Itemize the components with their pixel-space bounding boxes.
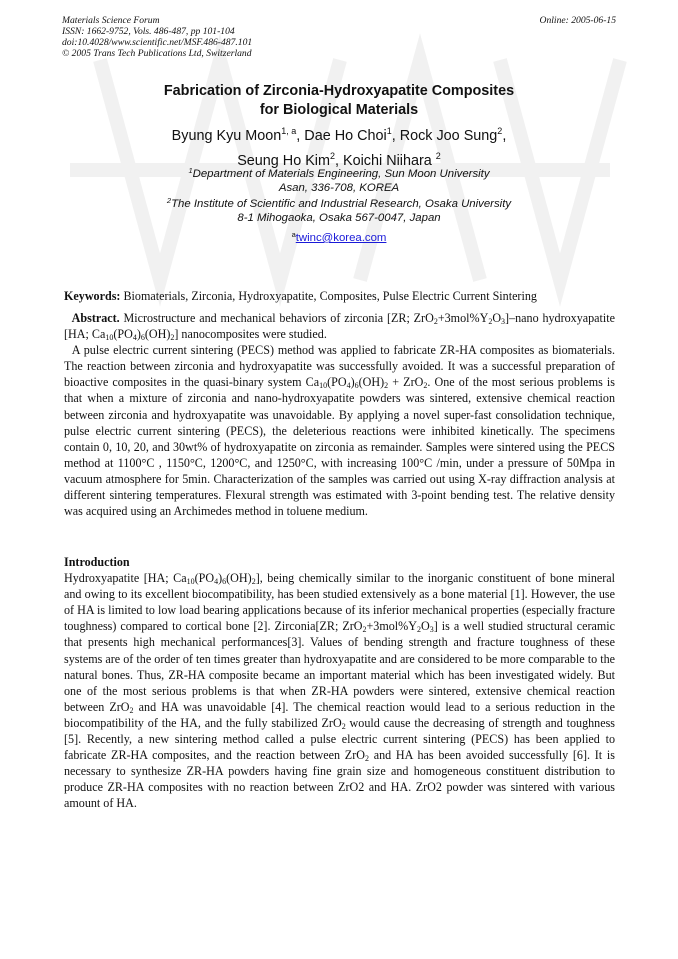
authors-line-1: Byung Kyu Moon$^{1, a}$, Dae Ho Choi$^1$, Rock Joo Sung$^2$, bbox=[171, 126, 507, 144]
subscript: 6 bbox=[140, 333, 145, 343]
affiliation-line: 8-1 Mihogaoka, Osaka 567-0047, Japan bbox=[237, 212, 441, 224]
keywords-label: Keywords: bbox=[64, 289, 121, 303]
author-sup: 1 bbox=[386, 126, 392, 136]
subscript: 10 bbox=[105, 333, 114, 343]
text-run: and HA was unavoidable [4]. The chemical reaction would lead to a serious reduction in the biocompatibility of the HA, and the fully stabilized ZrO bbox=[64, 699, 615, 730]
author-sup: 2 bbox=[435, 151, 441, 161]
subscript: 2 bbox=[251, 577, 256, 587]
subscript: 2 bbox=[129, 705, 134, 715]
affiliation-1 bbox=[0, 167, 678, 195]
subscript: 2 bbox=[364, 754, 369, 764]
introduction-section bbox=[64, 554, 615, 812]
text-run: ) bbox=[350, 375, 355, 390]
subscript: 2 bbox=[362, 625, 367, 635]
subscript: 6 bbox=[222, 577, 227, 587]
author-name: Seung Ho Kim bbox=[237, 153, 330, 169]
text-run: (PO bbox=[113, 327, 133, 342]
text-run: and HA has been avoided successfully [6]. It is necessary to synthesize ZR-HA powders having fine grain size and homogeneous constituent distribution to produce ZR-HA composites with no reaction between ZrO2 and HA. ZrO2 powder was sintered with various amount of HA. bbox=[64, 748, 615, 811]
subscript: 10 bbox=[186, 577, 195, 587]
text-run: ] nanocomposites were studied. bbox=[174, 327, 327, 342]
text-run: would cause the decreasing of strength and toughness [5]. Recently, a new sintering method called a pulse electric current sintering (PECS) has been applied to fabricate ZR-HA composites, and the reaction between ZrO bbox=[64, 715, 615, 763]
subscript: 2 bbox=[433, 317, 438, 326]
subscript: 6 bbox=[354, 381, 359, 391]
title-line-2: for Biological Materials bbox=[259, 102, 419, 118]
doi-line: doi:10.4028/www.scientific.net/MSF.486-487.101 bbox=[62, 37, 253, 48]
introduction-paragraph bbox=[64, 570, 615, 811]
text-run: (PO bbox=[327, 375, 347, 390]
author-name: Koichi Niihara bbox=[343, 153, 432, 169]
section-heading: Introduction bbox=[64, 555, 130, 569]
contact-email bbox=[0, 232, 678, 244]
copyright-line: © 2005 Trans Tech Publications Ltd, Switzerland bbox=[62, 48, 252, 59]
abstract-label: Abstract. bbox=[71, 311, 120, 325]
authors-line-2: Seung Ho Kim$^2$, Koichi Niihara $^2$ bbox=[237, 151, 441, 169]
text-run: +3mol%Y bbox=[366, 619, 417, 634]
affiliation-number: 2 bbox=[166, 196, 172, 205]
text-run: ], being chemically similar to the inorganic constituent of bone mineral and owing to its excellent biocompatibility, has been studied extensively as a bone material [1]. However, the use of HA is limited to low load bearing applications because of its inferior mechanical properties (especially fracture toughness) compared to cortical bone [2]. Zirconia[ZR; ZrO bbox=[64, 571, 615, 634]
subscript: 10 bbox=[319, 381, 328, 391]
text-run: Hydroxyapatite [HA; Ca bbox=[64, 571, 187, 586]
abstract-paragraph-2 bbox=[64, 342, 615, 519]
subscript: 4 bbox=[346, 381, 351, 391]
text-run: Microstructure and mechanical behaviors of zirconia [ZR; ZrO bbox=[123, 311, 434, 325]
email-link[interactable]: twinc@korea.com bbox=[295, 232, 387, 244]
text-run: ]–nano hydroxyapatite [HA; Ca bbox=[64, 311, 616, 342]
text-run: O bbox=[420, 619, 430, 634]
subscript: 2 bbox=[416, 625, 421, 635]
text-run: ) bbox=[136, 327, 141, 342]
affiliation-number: 1 bbox=[188, 166, 193, 175]
subscript: 3 bbox=[429, 625, 434, 635]
title-line-1: Fabrication of Zirconia-Hydroxyapatite Composites bbox=[163, 83, 515, 99]
subscript: 2 bbox=[423, 381, 428, 391]
subscript: 2 bbox=[384, 381, 389, 391]
affiliation-line: The Institute of Scientific and Industrial Research, Osaka University bbox=[171, 198, 512, 210]
subscript: 2 bbox=[341, 721, 346, 731]
email-sup: a bbox=[291, 230, 296, 239]
text-run: (OH) bbox=[226, 571, 252, 586]
online-date: Online: 2005-06-15 bbox=[539, 15, 616, 26]
text-run: . One of the most serious problems is that when a mixture of zirconia and nano-hydroxyapatite powders was sintered, extensive chemical reaction between zirconia and hydroxyapatite was unavoidable. By applying a novel super-fast consolidation technique, pulse electric current sintering (PECS), the deleterious reactions were inhibited kinetically. The specimens contain 0, 10, 20, and 30wt% of hydroxyapatite on zirconia as remainder. Samples were sintered using the PECS method at 1100°C , 1150°C, 1200°C, and 1250°C, with increasing 100°C /min, under a pressure of 50Mpa in vacuum atmosphere for 5min. Characterization of the samples was carried out using X-ray diffraction analysis at different sintering temperatures. Flexural strength was estimated with 3-point bending test. The relative density was acquired using an Archimedes method in toluene medium. bbox=[64, 375, 615, 519]
subscript: 4 bbox=[214, 577, 219, 587]
subscript: 2 bbox=[170, 333, 175, 343]
affiliation-line: Asan, 336-708, KOREA bbox=[278, 182, 400, 194]
subscript: 2 bbox=[488, 317, 493, 326]
text-run: + ZrO bbox=[388, 375, 424, 390]
issn-line: ISSN: 1662-9752, Vols. 486-487, pp 101-104 bbox=[62, 26, 235, 37]
journal-header bbox=[62, 15, 252, 59]
author-sup: 2 bbox=[497, 126, 503, 136]
text-run: (OH) bbox=[144, 327, 171, 342]
journal-name: Materials Science Forum bbox=[62, 15, 160, 26]
text-run: (OH) bbox=[358, 375, 385, 390]
subscript: 3 bbox=[501, 317, 506, 326]
author-name: Rock Joo Sung bbox=[399, 128, 498, 144]
author-sup: 2 bbox=[329, 151, 335, 161]
affiliation-2 bbox=[0, 197, 678, 225]
text-run: +3mol%Y bbox=[437, 311, 489, 325]
text-run: A pulse electric current sintering (PECS) method was applied to fabricate ZR-HA composites as biomaterials. The reaction between zirconia and hydroxyapatite was successfully avoided. It was a successful preparation of bioactive composites in the quasi-binary system Ca bbox=[64, 343, 615, 390]
text-run: ] is a well studied structural ceramic that presents high mechanical performances[3]. Values of bending strength and fracture toughness of these systems are of the order of ten times greater than hydroxyapatite and are considered to be more comparable to the natural bones. Thus, ZR-HA composite became an important material which has been investigated widely. But one of the most serious problems is that when ZR-HA powders were sintered, extensive chemical reaction between ZrO bbox=[64, 619, 615, 714]
text-run: O bbox=[492, 311, 502, 325]
subscript: 4 bbox=[132, 333, 137, 343]
text-run: (PO bbox=[194, 571, 215, 586]
text-run: ) bbox=[218, 571, 223, 586]
author-name: Byung Kyu Moon bbox=[171, 128, 282, 144]
keywords bbox=[64, 288, 615, 304]
affiliation-line: Department of Materials Engineering, Sun Moon University bbox=[192, 168, 490, 180]
abstract-paragraph-1 bbox=[64, 310, 615, 342]
author-name: Dae Ho Choi bbox=[304, 128, 387, 144]
paper-title bbox=[0, 82, 678, 120]
abstract bbox=[64, 310, 615, 519]
keywords-text: Biomaterials, Zirconia, Hydroxyapatite, Composites, Pulse Electric Current Sintering bbox=[123, 289, 537, 303]
author-sup: 1, a bbox=[281, 126, 297, 136]
